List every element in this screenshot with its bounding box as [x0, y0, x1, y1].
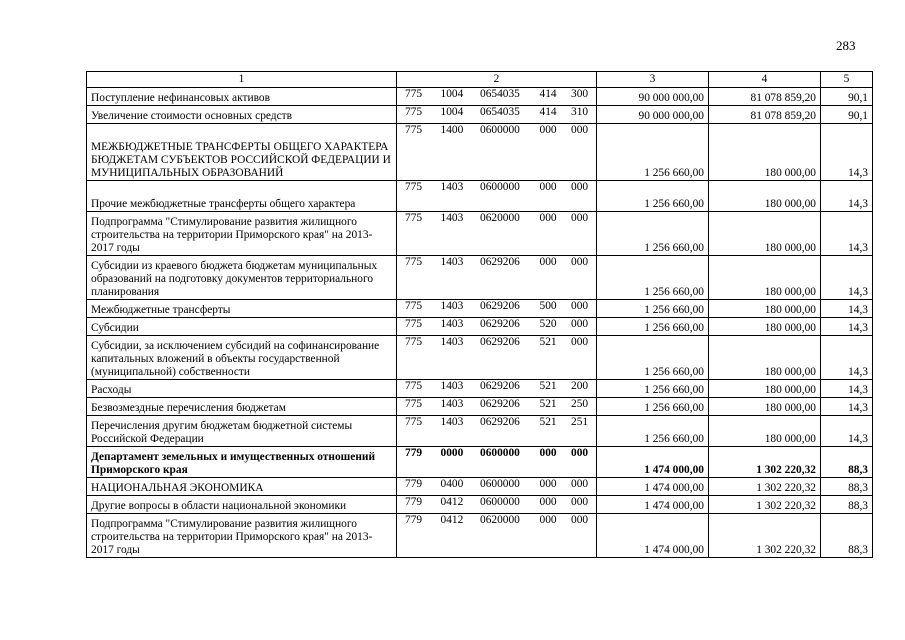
- row-plan: 1 256 660,00: [597, 300, 709, 318]
- code-2: 1403: [440, 380, 464, 392]
- row-codes: [397, 300, 597, 318]
- table-row: [87, 496, 873, 514]
- code-2: 1403: [440, 181, 464, 193]
- table-row: [87, 318, 873, 336]
- code-4: 000: [539, 447, 557, 459]
- code-5: 310: [571, 106, 589, 118]
- table-row: [87, 124, 873, 181]
- code-5: 000: [571, 300, 589, 312]
- table-row: [87, 212, 873, 256]
- code-1: 775: [405, 300, 423, 312]
- code-5: 000: [571, 181, 589, 193]
- code-3: 0600000: [480, 478, 520, 490]
- row-plan: 1 256 660,00: [597, 398, 709, 416]
- row-fact: 180 000,00: [709, 318, 821, 336]
- row-name: Другие вопросы в области национальной экономики: [87, 496, 397, 514]
- code-2: 1403: [440, 416, 464, 428]
- code-2: 0000: [440, 447, 464, 459]
- row-percent: 14,3: [821, 124, 873, 181]
- code-2: 1403: [440, 336, 464, 348]
- row-percent: 88,3: [821, 478, 873, 496]
- header-col-1: 1: [87, 72, 397, 88]
- code-2: 1403: [440, 300, 464, 312]
- code-5: 251: [571, 416, 589, 428]
- row-name: Межбюджетные трансферты: [87, 300, 397, 318]
- code-2: 0400: [440, 478, 464, 490]
- row-codes: [397, 416, 597, 447]
- row-name: Субсидии, за исключением субсидий на софинансирование капитальных вложений в объекты государственной (муниципальной) собственности: [87, 336, 397, 380]
- row-codes: [397, 496, 597, 514]
- row-codes: [397, 398, 597, 416]
- page-number: 283: [836, 38, 856, 53]
- row-fact: 180 000,00: [709, 380, 821, 398]
- code-5: 000: [571, 256, 589, 268]
- code-4: 414: [539, 88, 557, 100]
- code-3: 0629206: [480, 318, 520, 330]
- code-1: 779: [405, 478, 423, 490]
- code-5: 000: [571, 447, 589, 459]
- row-codes: [397, 106, 597, 124]
- code-1: 775: [405, 318, 423, 330]
- row-codes: [397, 336, 597, 380]
- row-percent: 14,3: [821, 181, 873, 212]
- row-plan: 90 000 000,00: [597, 88, 709, 106]
- table-row: [87, 88, 873, 106]
- code-2: 1400: [440, 124, 464, 136]
- header-col-4: 4: [709, 72, 821, 88]
- code-3: 0629206: [480, 256, 520, 268]
- row-percent: 14,3: [821, 212, 873, 256]
- row-name: Перечисления другим бюджетам бюджетной системы Российской Федерации: [87, 416, 397, 447]
- code-1: 775: [405, 212, 423, 224]
- code-4: 521: [539, 336, 557, 348]
- code-1: 775: [405, 416, 423, 428]
- code-4: 000: [539, 514, 557, 526]
- row-fact: 81 078 859,20: [709, 88, 821, 106]
- row-name: Расходы: [87, 380, 397, 398]
- row-percent: 90,1: [821, 88, 873, 106]
- table-row: [87, 398, 873, 416]
- row-percent: 14,3: [821, 336, 873, 380]
- row-fact: 180 000,00: [709, 300, 821, 318]
- row-plan: 1 474 000,00: [597, 514, 709, 558]
- code-3: 0654035: [480, 88, 520, 100]
- row-plan: 1 256 660,00: [597, 380, 709, 398]
- row-fact: 180 000,00: [709, 336, 821, 380]
- row-plan: 1 256 660,00: [597, 124, 709, 181]
- code-3: 0600000: [480, 181, 520, 193]
- code-4: 521: [539, 416, 557, 428]
- table-row: [87, 181, 873, 212]
- row-codes: [397, 124, 597, 181]
- row-fact: 81 078 859,20: [709, 106, 821, 124]
- table-row: [87, 300, 873, 318]
- row-name: Прочие межбюджетные трансферты общего характера: [87, 181, 397, 212]
- row-codes: [397, 256, 597, 300]
- row-percent: 14,3: [821, 318, 873, 336]
- row-plan: 90 000 000,00: [597, 106, 709, 124]
- code-3: 0629206: [480, 336, 520, 348]
- code-2: 0412: [440, 496, 464, 508]
- row-plan: 1 474 000,00: [597, 447, 709, 478]
- code-2: 1403: [440, 398, 464, 410]
- table-row: [87, 336, 873, 380]
- row-codes: [397, 478, 597, 496]
- code-1: 779: [405, 514, 423, 526]
- code-5: 000: [571, 212, 589, 224]
- table-row: [87, 106, 873, 124]
- code-2: 1004: [440, 88, 464, 100]
- row-name: Поступление нефинансовых активов: [87, 88, 397, 106]
- code-2: 1403: [440, 318, 464, 330]
- row-plan: 1 474 000,00: [597, 478, 709, 496]
- code-3: 0629206: [480, 300, 520, 312]
- code-1: 775: [405, 88, 423, 100]
- code-5: 000: [571, 478, 589, 490]
- code-1: 775: [405, 124, 423, 136]
- row-fact: 180 000,00: [709, 124, 821, 181]
- row-codes: [397, 447, 597, 478]
- row-fact: 180 000,00: [709, 398, 821, 416]
- code-4: 000: [539, 181, 557, 193]
- row-codes: [397, 514, 597, 558]
- code-5: 000: [571, 336, 589, 348]
- row-name: Субсидии из краевого бюджета бюджетам муниципальных образований на подготовку документов территориального планирования: [87, 256, 397, 300]
- row-percent: 14,3: [821, 380, 873, 398]
- row-name: Безвозмездные перечисления бюджетам: [87, 398, 397, 416]
- row-fact: 180 000,00: [709, 256, 821, 300]
- code-3: 0620000: [480, 514, 520, 526]
- row-name: Подпрограмма "Стимулирование развития жилищного строительства на территории Приморского края" на 2013-2017 годы: [87, 212, 397, 256]
- code-4: 000: [539, 256, 557, 268]
- row-plan: 1 256 660,00: [597, 181, 709, 212]
- code-3: 0600000: [480, 447, 520, 459]
- row-name: Субсидии: [87, 318, 397, 336]
- code-3: 0600000: [480, 496, 520, 508]
- code-3: 0600000: [480, 124, 520, 136]
- header-col-3: 3: [597, 72, 709, 88]
- row-fact: 180 000,00: [709, 416, 821, 447]
- code-4: 521: [539, 398, 557, 410]
- row-plan: 1 256 660,00: [597, 212, 709, 256]
- budget-table: [86, 71, 873, 558]
- code-2: 1004: [440, 106, 464, 118]
- code-1: 775: [405, 380, 423, 392]
- code-1: 775: [405, 106, 423, 118]
- row-percent: 90,1: [821, 106, 873, 124]
- table-header-row: [87, 72, 873, 88]
- row-plan: 1 256 660,00: [597, 416, 709, 447]
- code-2: 0412: [440, 514, 464, 526]
- code-5: 300: [571, 88, 589, 100]
- code-4: 521: [539, 380, 557, 392]
- row-name: Департамент земельных и имущественных отношений Приморского края: [87, 447, 397, 478]
- row-name: МЕЖБЮДЖЕТНЫЕ ТРАНСФЕРТЫ ОБЩЕГО ХАРАКТЕРА БЮДЖЕТАМ СУБЪЕКТОВ РОССИЙСКОЙ ФЕДЕРАЦИИ И МУНИЦИПАЛЬНЫХ ОБРАЗОВАНИЙ: [87, 124, 397, 181]
- row-percent: 88,3: [821, 447, 873, 478]
- row-percent: 88,3: [821, 514, 873, 558]
- row-plan: 1 256 660,00: [597, 336, 709, 380]
- code-4: 520: [539, 318, 557, 330]
- row-name: НАЦИОНАЛЬНАЯ ЭКОНОМИКА: [87, 478, 397, 496]
- code-2: 1403: [440, 256, 464, 268]
- code-5: 000: [571, 124, 589, 136]
- table-row: [87, 380, 873, 398]
- row-codes: [397, 212, 597, 256]
- row-percent: 88,3: [821, 496, 873, 514]
- header-col-5: 5: [821, 72, 873, 88]
- row-fact: 1 302 220,32: [709, 447, 821, 478]
- table-row: [87, 416, 873, 447]
- row-name: Подпрограмма "Стимулирование развития жилищного строительства на территории Приморского края" на 2013-2017 годы: [87, 514, 397, 558]
- table-row: [87, 447, 873, 478]
- row-codes: [397, 88, 597, 106]
- row-name: Увеличение стоимости основных средств: [87, 106, 397, 124]
- code-4: 000: [539, 496, 557, 508]
- table-row: [87, 514, 873, 558]
- code-5: 000: [571, 514, 589, 526]
- row-fact: 1 302 220,32: [709, 496, 821, 514]
- row-percent: 14,3: [821, 256, 873, 300]
- table-row: [87, 256, 873, 300]
- row-plan: 1 256 660,00: [597, 256, 709, 300]
- code-5: 250: [571, 398, 589, 410]
- code-3: 0654035: [480, 106, 520, 118]
- code-1: 779: [405, 496, 423, 508]
- row-fact: 180 000,00: [709, 181, 821, 212]
- code-4: 000: [539, 212, 557, 224]
- row-percent: 14,3: [821, 300, 873, 318]
- code-4: 000: [539, 124, 557, 136]
- code-3: 0629206: [480, 380, 520, 392]
- code-1: 779: [405, 447, 423, 459]
- code-5: 000: [571, 496, 589, 508]
- table-row: [87, 478, 873, 496]
- row-plan: 1 256 660,00: [597, 318, 709, 336]
- code-2: 1403: [440, 212, 464, 224]
- code-1: 775: [405, 398, 423, 410]
- code-5: 000: [571, 318, 589, 330]
- row-fact: 1 302 220,32: [709, 514, 821, 558]
- header-col-2: 2: [397, 72, 597, 88]
- row-percent: 14,3: [821, 416, 873, 447]
- code-5: 200: [571, 380, 589, 392]
- code-1: 775: [405, 336, 423, 348]
- row-codes: [397, 318, 597, 336]
- row-fact: 180 000,00: [709, 212, 821, 256]
- code-4: 414: [539, 106, 557, 118]
- row-codes: [397, 380, 597, 398]
- row-percent: 14,3: [821, 398, 873, 416]
- code-3: 0620000: [480, 212, 520, 224]
- code-1: 775: [405, 181, 423, 193]
- code-4: 500: [539, 300, 557, 312]
- row-codes: [397, 181, 597, 212]
- row-fact: 1 302 220,32: [709, 478, 821, 496]
- code-3: 0629206: [480, 398, 520, 410]
- row-plan: 1 474 000,00: [597, 496, 709, 514]
- code-3: 0629206: [480, 416, 520, 428]
- code-4: 000: [539, 478, 557, 490]
- code-1: 775: [405, 256, 423, 268]
